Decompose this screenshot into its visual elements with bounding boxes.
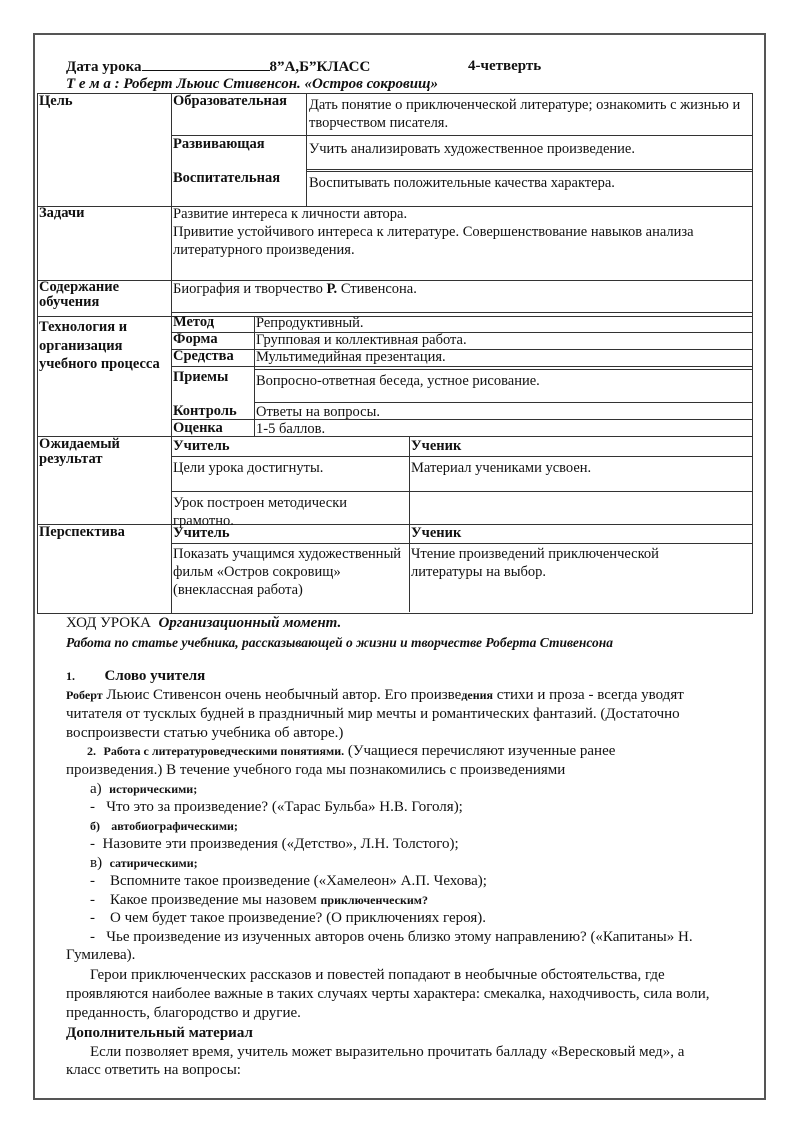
date-blank[interactable]	[142, 58, 270, 71]
content-text-bold: Р.	[326, 281, 338, 297]
dash: -	[90, 910, 95, 926]
extra-line-2: класс ответить на вопросы:	[66, 1062, 241, 1078]
item-v-label: сатирическими;	[109, 856, 198, 870]
goal-text-educational: Дать понятие о приключенческой литературе; ознакомить с жизнью и творчеством писателя.	[309, 97, 741, 131]
theme-label: Т е м а :	[66, 76, 120, 92]
goal-row-line	[306, 171, 752, 172]
section-2-heading	[87, 742, 615, 761]
item-v-question-2	[90, 891, 428, 910]
perspective-label: Перспектива	[39, 524, 125, 540]
tech-row-line	[171, 366, 752, 367]
goal-type-upbringing: Воспитательная	[173, 170, 281, 186]
technology-label: Технология и организация учебного процесса	[39, 319, 160, 372]
item-v-question-3-text: О чем будет такое произведение? (О приключениях героя).	[110, 910, 487, 926]
goal-divider	[306, 93, 307, 206]
expected-row-line	[171, 456, 752, 457]
goal-row-line	[306, 169, 752, 170]
item-v-marker: в)	[90, 855, 103, 871]
heroes-line-1: Герои приключенческих рассказов и повестей попадают в необычные обстоятельства, где	[90, 967, 665, 983]
tech-key-control: Контроль	[173, 403, 237, 419]
perspective-student-text: Чтение произведений приключенческой литературы на выбор.	[411, 546, 659, 580]
section-1-lead: Роберт	[66, 688, 103, 702]
table-border-left	[37, 93, 38, 614]
tech-value-means: Мультимедийная презентация.	[256, 349, 446, 365]
expected-row-line	[171, 491, 752, 492]
item-a-label: историческими;	[109, 782, 198, 796]
item-v-question-4	[90, 928, 693, 947]
section-2-rest: (Учащиеся перечисляют изученные ранее	[344, 743, 616, 759]
perspective-student-header: Ученик	[411, 525, 462, 541]
section-2-line-2: произведения.) В течение учебного года мы познакомились с произведениями	[66, 762, 566, 778]
item-v-question-1-text: Вспомните такое произведение («Хамелеон» А.П. Чехова);	[110, 873, 487, 889]
course-moment: Организационный момент.	[158, 615, 342, 631]
tasks-line-2: Привитие устойчивого интереса к литературе. Совершенствование навыков анализа литературного произведения.	[173, 224, 694, 258]
perspective-row-line	[171, 543, 752, 544]
section-1-text-small: дения	[461, 688, 494, 702]
dash: -	[90, 873, 95, 889]
class-label: 8”А,Б”КЛАСС	[269, 59, 371, 75]
date-label-text: Дата урока	[66, 59, 142, 75]
table-border-right	[752, 93, 753, 614]
tasks-label: Задачи	[39, 205, 85, 221]
section-1-text-1: Льюис Стивенсон очень необычный автор. Его произве	[106, 687, 462, 703]
section-1-number: 1.	[66, 669, 75, 683]
item-v-question-2-bold: приключенческим?	[320, 893, 428, 907]
goal-type-educational: Образовательная	[173, 93, 287, 109]
item-v-question-1	[90, 872, 487, 891]
tech-value-control: Ответы на вопросы.	[256, 404, 380, 420]
item-b-question-text: Назовите эти произведения («Детство», Л.Н. Толстого);	[102, 836, 459, 852]
content-text	[173, 280, 417, 298]
item-b	[90, 817, 238, 836]
section-1-heading	[66, 667, 205, 686]
tech-value-grade: 1-5 баллов.	[256, 421, 326, 437]
section-2-number: 2.	[87, 744, 96, 758]
item-b-marker: б)	[90, 819, 100, 833]
dash: -	[90, 892, 95, 908]
item-a-marker: а)	[90, 781, 102, 797]
content-label: Содержание обучения	[39, 279, 120, 310]
goal-text-upbringing: Воспитывать положительные качества характера.	[309, 175, 615, 191]
extra-title: Дополнительный материал	[66, 1025, 253, 1041]
table-top	[37, 93, 752, 94]
section-1-line-1	[66, 686, 684, 705]
content-text-before: Биография и творчество	[173, 281, 327, 297]
item-a-question	[90, 798, 463, 817]
goal-label: Цель	[39, 93, 73, 109]
item-b-label: автобиографическими;	[111, 819, 238, 833]
section-1-text-end: стихи и проза - всегда уводят	[496, 687, 684, 703]
tech-value-form: Групповая и коллективная работа.	[256, 332, 467, 348]
course-label: ХОД УРОКА	[66, 615, 151, 631]
item-v	[90, 854, 198, 873]
expected-student-header: Ученик	[411, 438, 462, 454]
item-a	[90, 780, 197, 799]
quarter-label: 4-четверть	[468, 58, 542, 74]
goal-type-developing: Развивающая	[173, 136, 265, 152]
item-a-question-text: Что это за произведение? («Тарас Бульба» Н.В. Гоголя);	[106, 799, 463, 815]
tech-key-grade: Оценка	[173, 420, 223, 436]
item-b-question	[90, 835, 459, 854]
tech-key-means: Средства	[173, 348, 234, 364]
section-1-title: Слово учителя	[104, 668, 206, 684]
perspective-teacher-header: Учитель	[173, 525, 230, 541]
work-line: Работа по статье учебника, рассказывающей о жизни и творчестве Роберта Стивенсона	[66, 635, 613, 650]
theme-line	[66, 76, 438, 93]
tech-key-method: Метод	[173, 314, 215, 330]
tech-key-techniques: Приемы	[173, 369, 229, 385]
item-v-question-4-cont: Гумилева).	[66, 947, 136, 963]
tasks-line-1: Развитие интереса к личности автора.	[173, 206, 408, 222]
course-line	[66, 614, 341, 633]
dash: -	[90, 836, 95, 852]
dash: -	[90, 799, 95, 815]
extra-line-1: Если позволяет время, учитель может выразительно прочитать балладу «Вересковый мед», а	[90, 1044, 685, 1060]
heroes-line-2: проявляются наиболее важные в таких случаях черты характера: смекалка, находчивость, сила воли,	[66, 986, 710, 1002]
perspective-teacher-text: Показать учащимся художественный фильм «Остров сокровищ» (внеклассная работа)	[173, 546, 402, 598]
theme-value: Роберт Льюис Стивенсон. «Остров сокровищ»	[123, 76, 439, 92]
expected-label: Ожидаемый результат	[39, 436, 120, 467]
tech-key-form: Форма	[173, 331, 218, 347]
section-1-line-2: читателя от тусклых будней в праздничный мир мечты и романтических фантазий. (Достаточно	[66, 706, 680, 722]
item-v-question-3	[90, 909, 486, 928]
expected-teacher-1: Цели урока достигнуты.	[173, 460, 324, 476]
date-label	[66, 58, 370, 76]
item-v-question-2-text: Какое произведение мы назовем	[110, 892, 317, 908]
tech-divider	[254, 316, 255, 436]
item-v-question-4-text: Чье произведение из изученных авторов очень близко этому направлению? («Капитаны» Н.	[106, 929, 693, 945]
tech-row-line	[254, 369, 752, 370]
heroes-line-3: преданность, благородство и другие.	[66, 1005, 301, 1021]
row-line	[171, 312, 752, 313]
tech-value-method: Репродуктивный.	[256, 315, 364, 331]
expected-teacher-header: Учитель	[173, 438, 230, 454]
expected-student-1: Материал учениками усвоен.	[411, 460, 592, 476]
row-line	[37, 316, 752, 317]
tech-value-techniques: Вопросно-ответная беседа, устное рисование.	[256, 373, 540, 389]
goal-text-developing: Учить анализировать художественное произведение.	[309, 141, 635, 157]
expected-teacher-2: Урок построен методически грамотно.	[173, 495, 348, 529]
table-col-divider	[171, 93, 172, 614]
dash: -	[90, 929, 95, 945]
content-text-after: Стивенсона.	[337, 281, 417, 297]
section-2-title: Работа с литературоведческими понятиями.	[103, 744, 345, 758]
section-1-line-3: воспроизвести статью учебника об авторе.)	[66, 725, 344, 741]
